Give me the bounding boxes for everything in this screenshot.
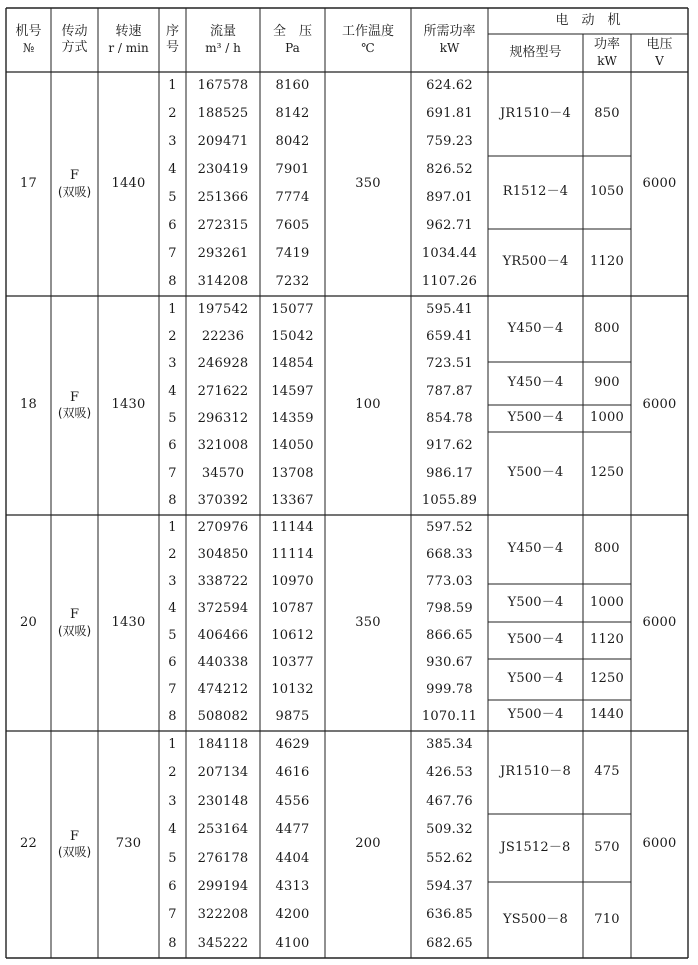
drive-code: F	[69, 828, 80, 844]
seq-cell: 5	[168, 628, 177, 644]
flow-cell: 372594	[197, 601, 249, 617]
machine-no-cell: 22	[20, 836, 37, 852]
motor-power-cell: 1120	[590, 254, 624, 270]
motor-power-cell: 1250	[590, 465, 624, 481]
temp-cell: 100	[355, 397, 381, 413]
flow-cell: 276178	[197, 850, 249, 866]
pressure-cell: 4313	[275, 878, 310, 894]
required-power-cell: 897.01	[426, 189, 473, 205]
flow-cell: 322208	[197, 907, 249, 923]
seq-cell: 8	[168, 273, 177, 289]
speed-cell: 1430	[111, 614, 146, 630]
pressure-cell: 11114	[271, 547, 314, 563]
seq-cell: 1	[168, 737, 177, 753]
required-power-cell: 917.62	[426, 438, 473, 454]
pressure-cell: 4200	[275, 907, 310, 923]
required-power-cell: 798.59	[426, 601, 473, 617]
seq-cell: 5	[168, 189, 177, 205]
required-power-cell: 1070.11	[421, 709, 478, 725]
pressure-cell: 7605	[275, 217, 310, 233]
drive-note: (双吸)	[57, 184, 92, 199]
required-power-cell: 1107.26	[421, 273, 478, 289]
flow-cell: 34570	[201, 465, 245, 481]
required-power-cell: 624.62	[426, 77, 473, 93]
seq-cell: 2	[168, 328, 177, 344]
seq-cell: 5	[168, 411, 177, 427]
pressure-cell: 4556	[275, 793, 310, 809]
seq-cell: 7	[168, 682, 177, 698]
required-power-cell: 1055.89	[421, 493, 478, 509]
required-power-cell: 426.53	[426, 765, 473, 781]
temp-cell: 350	[355, 175, 381, 191]
required-power-cell: 986.17	[426, 465, 473, 481]
seq-cell: 1	[168, 77, 177, 93]
pressure-cell: 10377	[271, 655, 314, 671]
required-power-cell: 594.37	[426, 878, 473, 894]
speed-cell: 730	[115, 836, 142, 852]
motor-power-cell: 710	[594, 911, 620, 927]
drive-cell	[51, 515, 98, 731]
seq-cell: 2	[168, 547, 177, 563]
pressure-cell: 9875	[275, 709, 310, 725]
motor-model-cell: Y500－4	[507, 410, 564, 426]
pressure-cell: 13708	[271, 465, 314, 481]
pressure-cell: 15077	[271, 301, 314, 317]
pressure-cell: 14050	[271, 438, 314, 454]
flow-cell: 314208	[197, 273, 249, 289]
motor-model-cell: Y450－4	[507, 541, 564, 557]
required-power-cell: 866.65	[426, 628, 473, 644]
pressure-cell: 7419	[275, 245, 310, 261]
motor-model-cell: R1512－4	[502, 184, 569, 200]
flow-cell: 474212	[197, 682, 249, 698]
required-power-cell: 1034.44	[421, 245, 478, 261]
required-power-cell: 467.76	[426, 793, 473, 809]
required-power-cell: 854.78	[426, 411, 473, 427]
drive-note: (双吸)	[57, 845, 92, 860]
header-seq: 序 号	[165, 23, 179, 55]
flow-cell: 167578	[197, 77, 249, 93]
seq-cell: 2	[168, 105, 177, 121]
motor-model-cell: YR500－4	[502, 254, 569, 270]
seq-cell: 3	[168, 793, 177, 809]
pressure-cell: 14359	[271, 411, 314, 427]
motor-power-cell: 800	[594, 320, 620, 336]
flow-cell: 270976	[197, 520, 249, 536]
motor-model-cell: Y500－4	[507, 671, 564, 687]
seq-cell: 4	[168, 601, 177, 617]
header-speed: 转速 r / min	[108, 24, 149, 55]
voltage-cell: 6000	[642, 614, 677, 630]
motor-power-cell: 1000	[590, 410, 624, 426]
drive-code: F	[69, 168, 80, 184]
required-power-cell: 385.34	[426, 737, 473, 753]
flow-cell: 345222	[197, 935, 249, 951]
pressure-cell: 10970	[271, 574, 314, 590]
seq-cell: 7	[168, 907, 177, 923]
pressure-cell: 4477	[275, 822, 310, 838]
flow-cell: 230419	[197, 161, 249, 177]
voltage-cell: 6000	[642, 836, 677, 852]
flow-cell: 370392	[197, 493, 249, 509]
pressure-cell: 7232	[275, 273, 310, 289]
pressure-cell: 8042	[275, 133, 310, 149]
pressure-cell: 4616	[275, 765, 310, 781]
required-power-cell: 552.62	[426, 850, 473, 866]
drive-cell	[51, 72, 98, 296]
pressure-cell: 14854	[271, 356, 314, 372]
required-power-cell: 773.03	[426, 574, 473, 590]
motor-model-cell: Y450－4	[507, 320, 564, 336]
seq-cell: 3	[168, 133, 177, 149]
motor-power-cell: 1250	[590, 671, 624, 687]
temp-cell: 350	[355, 614, 381, 630]
required-power-cell: 691.81	[426, 105, 473, 121]
pressure-cell: 10787	[271, 601, 314, 617]
required-power-cell: 509.32	[426, 822, 473, 838]
seq-cell: 6	[168, 438, 177, 454]
header-motor-model: 规格型号	[509, 44, 562, 60]
temp-cell: 200	[355, 836, 381, 852]
required-power-cell: 759.23	[426, 133, 473, 149]
flow-cell: 299194	[197, 878, 249, 894]
flow-cell: 508082	[197, 709, 249, 725]
speed-cell: 1430	[111, 397, 146, 413]
motor-model-cell: Y500－4	[507, 632, 564, 648]
motor-model-cell: Y450－4	[507, 375, 564, 391]
seq-cell: 6	[168, 878, 177, 894]
drive-cell	[51, 296, 98, 515]
motor-power-cell: 800	[594, 541, 620, 557]
drive-note: (双吸)	[57, 623, 92, 638]
flow-cell: 209471	[197, 133, 249, 149]
required-power-cell: 636.85	[426, 907, 473, 923]
motor-model-cell: JR1510－4	[500, 105, 571, 121]
seq-cell: 3	[168, 574, 177, 590]
required-power-cell: 597.52	[426, 520, 473, 536]
flow-cell: 253164	[197, 822, 249, 838]
flow-cell: 188525	[197, 105, 249, 121]
pressure-cell: 7901	[275, 161, 310, 177]
flow-cell: 296312	[197, 411, 249, 427]
header-power: 所需功率 kW	[423, 24, 476, 55]
header-machine-no: 机号 №	[15, 24, 42, 55]
required-power-cell: 826.52	[426, 161, 473, 177]
seq-cell: 6	[168, 655, 177, 671]
machine-no-cell: 20	[20, 614, 37, 630]
flow-cell: 272315	[197, 217, 249, 233]
drive-cell	[51, 731, 98, 958]
flow-cell: 251366	[197, 189, 249, 205]
header-voltage: 电压 V	[646, 37, 673, 68]
pressure-cell: 10132	[271, 682, 314, 698]
flow-cell: 304850	[197, 547, 249, 563]
seq-cell: 5	[168, 850, 177, 866]
motor-model-cell: JR1510－8	[500, 764, 571, 780]
required-power-cell: 659.41	[426, 328, 473, 344]
required-power-cell: 723.51	[426, 356, 473, 372]
flow-cell: 22236	[201, 328, 245, 344]
motor-model-cell: Y500－4	[507, 465, 564, 481]
motor-model-cell: Y500－4	[507, 594, 564, 610]
seq-cell: 1	[168, 520, 177, 536]
seq-cell: 1	[168, 301, 177, 317]
machine-no-cell: 18	[20, 397, 37, 413]
pressure-cell: 15042	[271, 328, 314, 344]
motor-power-cell: 900	[594, 375, 620, 391]
seq-cell: 8	[168, 493, 177, 509]
pressure-cell: 8142	[275, 105, 310, 121]
flow-cell: 246928	[197, 356, 249, 372]
required-power-cell: 787.87	[426, 383, 473, 399]
pressure-cell: 11144	[271, 520, 314, 536]
flow-cell: 271622	[197, 383, 249, 399]
motor-power-cell: 1000	[590, 594, 624, 610]
flow-cell: 440338	[197, 655, 249, 671]
seq-cell: 4	[168, 822, 177, 838]
motor-power-cell: 1440	[590, 707, 624, 723]
flow-cell: 338722	[197, 574, 249, 590]
header-motor-power: 功率 kW	[593, 37, 620, 68]
required-power-cell: 668.33	[426, 547, 473, 563]
drive-code: F	[69, 607, 80, 623]
pressure-cell: 13367	[271, 493, 314, 509]
pressure-cell: 10612	[271, 628, 314, 644]
required-power-cell: 595.41	[426, 301, 473, 317]
motor-power-cell: 570	[594, 839, 620, 855]
speed-cell: 1440	[111, 175, 146, 191]
drive-code: F	[69, 389, 80, 405]
pressure-cell: 8160	[275, 77, 310, 93]
flow-cell: 321008	[197, 438, 249, 454]
machine-no-cell: 17	[20, 175, 37, 191]
required-power-cell: 962.71	[426, 217, 473, 233]
pressure-cell: 4629	[275, 737, 310, 753]
pressure-cell: 7774	[275, 189, 310, 205]
flow-cell: 230148	[197, 793, 249, 809]
motor-model-cell: JS1512－8	[500, 839, 571, 855]
flow-cell: 184118	[197, 737, 249, 753]
seq-cell: 2	[168, 765, 177, 781]
motor-power-cell: 850	[594, 105, 620, 121]
flow-cell: 406466	[197, 628, 249, 644]
motor-power-cell: 475	[594, 764, 620, 780]
required-power-cell: 930.67	[426, 655, 473, 671]
header-temp: 工作温度 ℃	[341, 24, 394, 55]
pressure-cell: 4100	[275, 935, 310, 951]
header-motor: 电 动 机	[555, 12, 621, 28]
seq-cell: 4	[168, 161, 177, 177]
seq-cell: 7	[168, 465, 177, 481]
seq-cell: 8	[168, 709, 177, 725]
flow-cell: 207134	[197, 765, 249, 781]
seq-cell: 4	[168, 383, 177, 399]
pressure-cell: 4404	[275, 850, 310, 866]
pressure-cell: 14597	[271, 383, 314, 399]
voltage-cell: 6000	[642, 397, 677, 413]
seq-cell: 8	[168, 935, 177, 951]
motor-model-cell: Y500－4	[507, 707, 564, 723]
voltage-cell: 6000	[642, 175, 677, 191]
required-power-cell: 999.78	[426, 682, 473, 698]
motor-power-cell: 1120	[590, 632, 624, 648]
header-drive: 传动 方式	[61, 23, 88, 55]
required-power-cell: 682.65	[426, 935, 473, 951]
flow-cell: 293261	[197, 245, 249, 261]
motor-model-cell: YS500－8	[503, 911, 568, 927]
drive-note: (双吸)	[57, 406, 92, 421]
seq-cell: 3	[168, 356, 177, 372]
seq-cell: 6	[168, 217, 177, 233]
motor-power-cell: 1050	[590, 184, 624, 200]
header-pressure: 全 压 Pa	[272, 24, 312, 55]
flow-cell: 197542	[197, 301, 249, 317]
seq-cell: 7	[168, 245, 177, 261]
header-flow: 流量 m³ / h	[205, 24, 241, 55]
